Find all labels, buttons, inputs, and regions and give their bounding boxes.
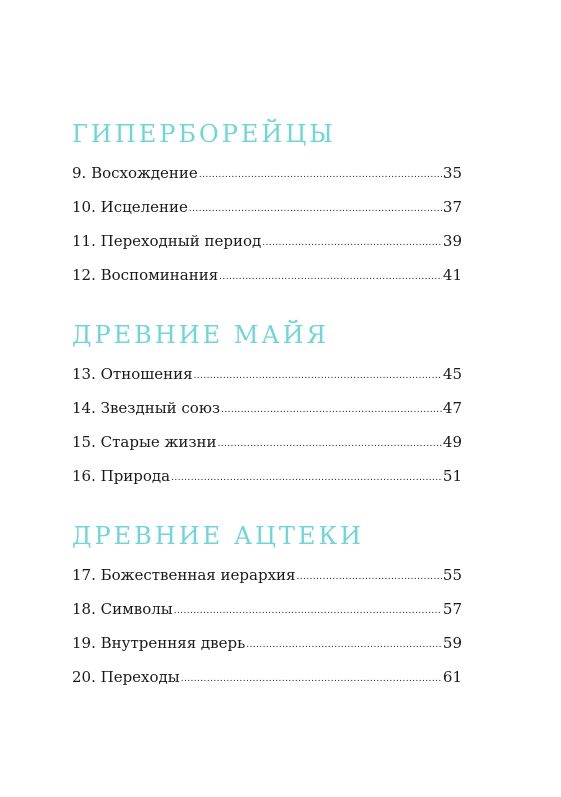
toc-entry[interactable] — [72, 391, 462, 425]
entry-page-number: 45 — [442, 365, 462, 383]
toc-entry[interactable] — [72, 459, 462, 493]
entry-page-number: 47 — [442, 399, 462, 417]
toc-entry[interactable] — [72, 224, 462, 258]
dot-leader — [246, 628, 442, 662]
toc-entry[interactable] — [72, 660, 462, 694]
entry-page-number: 57 — [442, 600, 462, 618]
toc-entry[interactable] — [72, 357, 462, 391]
entry-label: 10. Исцеление — [72, 198, 188, 216]
table-of-contents — [72, 118, 462, 721]
entry-label: 20. Переходы — [72, 668, 180, 686]
entry-label: 19. Внутренняя дверь — [72, 634, 246, 652]
dot-leader — [296, 560, 441, 594]
entry-page-number: 55 — [442, 566, 462, 584]
toc-entry[interactable] — [72, 425, 462, 459]
entry-page-number: 35 — [442, 164, 462, 182]
entry-page-number: 39 — [442, 232, 462, 250]
toc-entry[interactable] — [72, 626, 462, 660]
toc-entry[interactable] — [72, 190, 462, 224]
toc-entry[interactable] — [72, 592, 462, 626]
entry-page-number: 49 — [442, 433, 462, 451]
toc-entry[interactable] — [72, 156, 462, 190]
entry-label: 9. Восхождение — [72, 164, 198, 182]
entry-page-number: 51 — [442, 467, 462, 485]
dot-leader — [262, 226, 442, 260]
section-hyperboreans — [72, 118, 462, 292]
dot-leader — [221, 393, 442, 427]
entry-label: 14. Звездный союз — [72, 399, 221, 417]
dot-leader — [189, 192, 442, 226]
entry-label: 13. Отношения — [72, 365, 193, 383]
entry-label: 16. Природа — [72, 467, 171, 485]
entry-label: 18. Символы — [72, 600, 173, 618]
dot-leader — [181, 662, 442, 696]
entry-label: 15. Старые жизни — [72, 433, 217, 451]
section-ancient-aztecs — [72, 520, 462, 694]
entry-page-number: 37 — [442, 198, 462, 216]
toc-entry[interactable] — [72, 258, 462, 292]
dot-leader — [199, 158, 442, 192]
dot-leader — [194, 359, 442, 393]
entry-label: 12. Воспоминания — [72, 266, 219, 284]
section-title: ДРЕВНИЕ АЦТЕКИ — [72, 522, 364, 550]
entry-page-number: 41 — [442, 266, 462, 284]
entry-label: 11. Переходный период — [72, 232, 262, 250]
dot-leader — [174, 594, 442, 628]
dot-leader — [219, 260, 442, 294]
section-title: ДРЕВНИЕ МАЙЯ — [72, 321, 329, 349]
dot-leader — [218, 427, 442, 461]
toc-entry[interactable] — [72, 558, 462, 592]
section-title: ГИПЕРБОРЕЙЦЫ — [72, 120, 336, 148]
dot-leader — [171, 461, 442, 495]
entry-page-number: 59 — [442, 634, 462, 652]
section-ancient-maya — [72, 319, 462, 493]
entry-label: 17. Божественная иерархия — [72, 566, 296, 584]
entry-page-number: 61 — [442, 668, 462, 686]
